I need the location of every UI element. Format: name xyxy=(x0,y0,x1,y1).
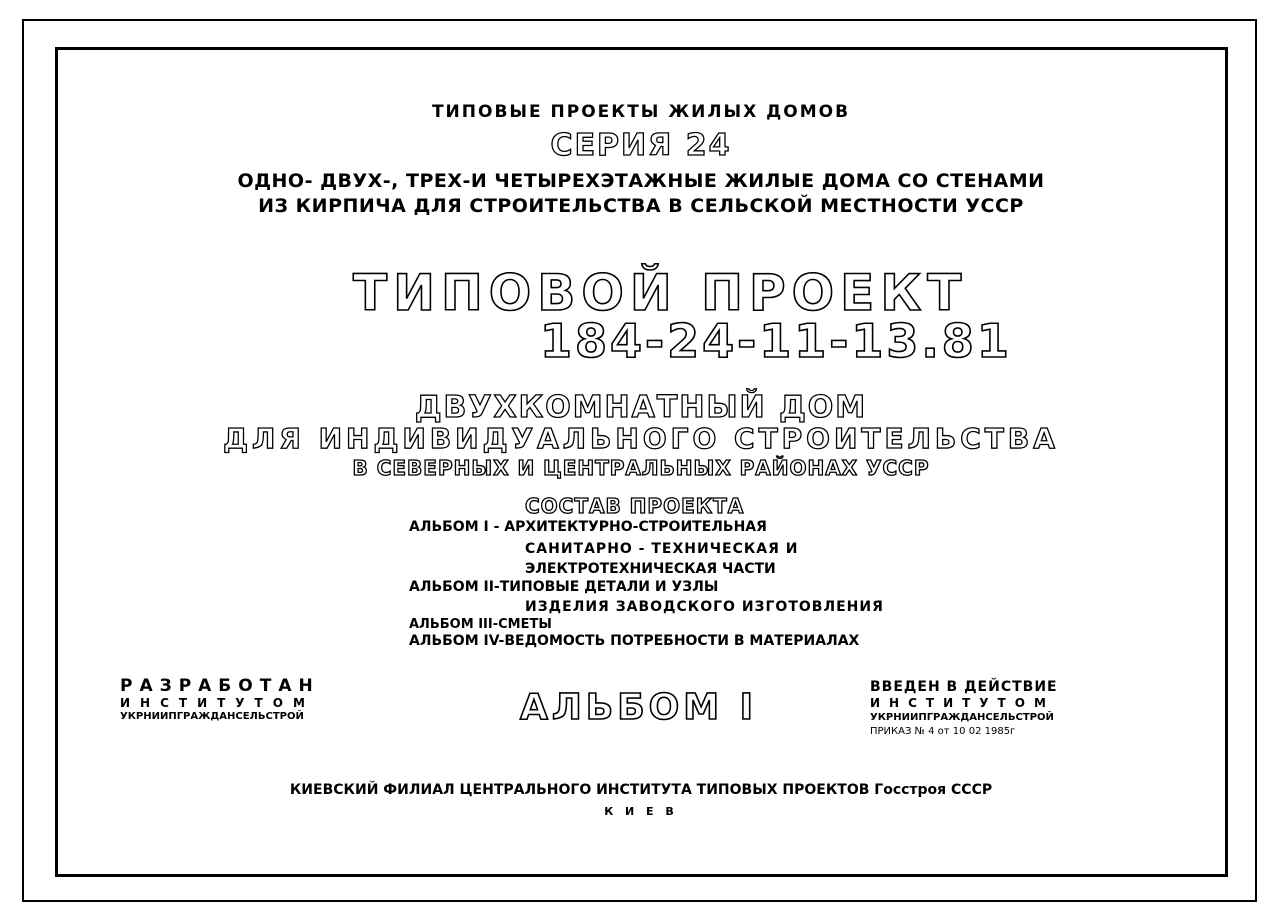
composition-line: АЛЬБОМ III-СМЕТЫ xyxy=(409,617,552,632)
developed-institute-label: ИНСТИТУТОМ xyxy=(120,696,315,710)
house-title: ДВУХКОМНАТНЫЙ ДОМ xyxy=(414,390,868,425)
composition-line: САНИТАРНО - ТЕХНИЧЕСКАЯ И xyxy=(525,541,799,557)
house-region: В СЕВЕРНЫХ И ЦЕНТРАЛЬНЫХ РАЙОНАХ УССР xyxy=(352,456,930,480)
series-number: СЕРИЯ 24 xyxy=(550,128,732,163)
enacted-label: ВВЕДЕН В ДЕЙСТВИЕ xyxy=(870,679,1058,695)
composition-heading: СОСТАВ ПРОЕКТА xyxy=(525,494,745,518)
composition-line: АЛЬБОМ IV-ВЕДОМОСТЬ ПОТРЕБНОСТИ В МАТЕРИАЛАХ xyxy=(409,633,860,649)
enacted-order: ПРИКАЗ № 4 от 10 02 1985г xyxy=(870,726,1016,737)
footer-organization: КИЕВСКИЙ ФИЛИАЛ ЦЕНТРАЛЬНОГО ИНСТИТУТА ТИПОВЫХ ПРОЕКТОВ Госстроя СССР xyxy=(289,782,993,798)
enacted-institute-label: ИНСТИТУТОМ xyxy=(870,696,1055,710)
composition-line: ЭЛЕКТРОТЕХНИЧЕСКАЯ ЧАСТИ xyxy=(525,561,776,577)
house-purpose: ДЛЯ ИНДИВИДУАЛЬНОГО СТРОИТЕЛЬСТВА xyxy=(223,422,1059,455)
series-description-line1: ОДНО- ДВУХ-, ТРЕХ-И ЧЕТЫРЕХЭТАЖНЫЕ ЖИЛЫЕ ДОМА СО СТЕНАМИ xyxy=(237,170,1045,192)
composition-line: АЛЬБОМ I - АРХИТЕКТУРНО-СТРОИТЕЛЬНАЯ xyxy=(409,519,767,535)
series-header: ТИПОВЫЕ ПРОЕКТЫ ЖИЛЫХ ДОМОВ xyxy=(431,102,851,122)
composition-line: ИЗДЕЛИЯ ЗАВОДСКОГО ИЗГОТОВЛЕНИЯ xyxy=(525,599,884,615)
series-description-line2: ИЗ КИРПИЧА ДЛЯ СТРОИТЕЛЬСТВА В СЕЛЬСКОЙ МЕСТНОСТИ УССР xyxy=(258,195,1024,217)
enacted-institute-name: УКРНИИПГРАЖДАНСЕЛЬСТРОЙ xyxy=(870,712,1054,723)
footer-city: К И Е В xyxy=(604,805,678,818)
composition-line: АЛЬБОМ II-ТИПОВЫЕ ДЕТАЛИ И УЗЛЫ xyxy=(409,579,719,595)
album-label: АЛЬБОМ I xyxy=(520,687,757,728)
project-title: ТИПОВОЙ ПРОЕКТ xyxy=(353,264,968,322)
developed-institute-name: УКРНИИПГРАЖДАНСЕЛЬСТРОЙ xyxy=(120,711,304,722)
project-number: 184-24-11-13.81 xyxy=(540,314,1012,368)
developed-label: РАЗРАБОТАН xyxy=(120,676,320,696)
